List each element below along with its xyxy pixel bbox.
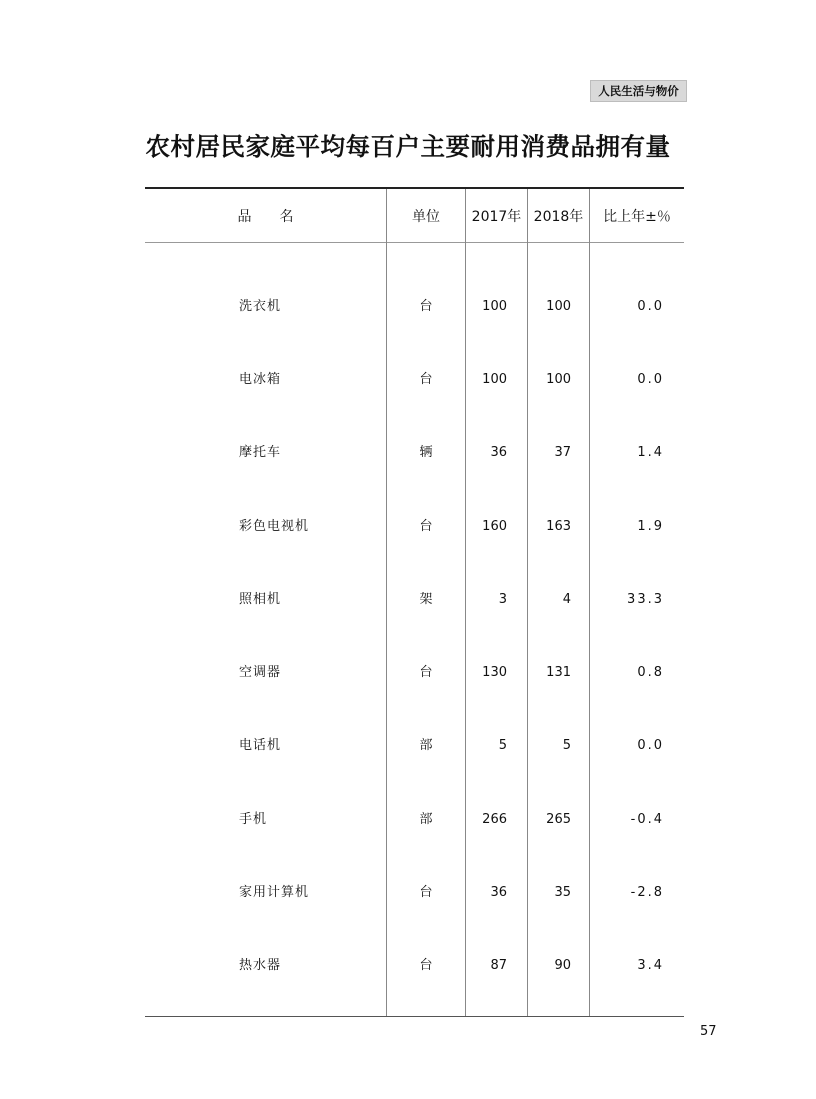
item-unit: 部 [419,738,433,753]
value-change: -0.4 [630,812,664,827]
table-row [0,956,816,976]
table-row [0,370,816,390]
item-name: 空调器 [239,665,282,680]
value-2018: 100 [546,372,571,387]
value-2017: 130 [482,665,507,680]
header-2017: 2017年 [471,209,522,225]
value-change: -2.8 [630,885,664,900]
value-2017: 36 [490,445,507,460]
value-change: 1.9 [637,519,664,534]
table-row [0,736,816,756]
item-unit: 部 [419,812,433,827]
header-change: 比上年±％ [603,209,671,225]
value-2018: 37 [554,445,571,460]
item-unit: 台 [419,885,433,900]
value-2018: 265 [546,812,571,827]
value-2017: 100 [482,372,507,387]
item-name: 洗衣机 [239,299,282,314]
header-2018: 2018年 [533,209,584,225]
item-name: 手机 [239,812,268,827]
table-bottom-rule [145,1016,684,1017]
item-unit: 架 [419,592,433,607]
item-unit: 台 [419,299,433,314]
value-change: 1.4 [637,445,664,460]
table-row [0,443,816,463]
page-number: 57 [700,1024,717,1039]
value-2018: 100 [546,299,571,314]
value-2017: 87 [490,958,507,973]
value-2018: 35 [554,885,571,900]
table-row [0,517,816,537]
item-unit: 辆 [419,445,433,460]
value-2017: 5 [498,738,507,753]
value-2017: 3 [498,592,507,607]
table-row [0,810,816,830]
item-name: 家用计算机 [239,885,310,900]
table-header-rule [145,242,684,243]
item-unit: 台 [419,958,433,973]
item-name: 彩色电视机 [239,519,310,534]
item-name: 摩托车 [239,445,282,460]
value-2017: 100 [482,299,507,314]
header-unit: 单位 [412,209,440,225]
item-name: 电话机 [239,738,282,753]
value-2017: 36 [490,885,507,900]
value-change: 0.8 [637,665,664,680]
section-tag: 人民生活与物价 [590,80,687,102]
value-change: 0.0 [637,299,664,314]
item-unit: 台 [419,372,433,387]
value-2018: 90 [554,958,571,973]
table-top-rule [145,187,684,189]
table-row [0,883,816,903]
value-2018: 4 [562,592,571,607]
item-unit: 台 [419,519,433,534]
table-row [0,297,816,317]
item-name: 电冰箱 [239,372,282,387]
item-unit: 台 [419,665,433,680]
header-name: 品 名 [237,209,294,225]
value-change: 0.0 [637,738,664,753]
table-row [0,663,816,683]
value-2018: 163 [546,519,571,534]
item-name: 照相机 [239,592,282,607]
value-2018: 131 [546,665,571,680]
value-change: 3.4 [637,958,664,973]
value-change: 33.3 [627,592,664,607]
item-name: 热水器 [239,958,282,973]
page-title: 农村居民家庭平均每百户主要耐用消费品拥有量 [145,132,671,161]
value-2018: 5 [562,738,571,753]
value-2017: 266 [482,812,507,827]
value-2017: 160 [482,519,507,534]
table-row [0,590,816,610]
value-change: 0.0 [637,372,664,387]
